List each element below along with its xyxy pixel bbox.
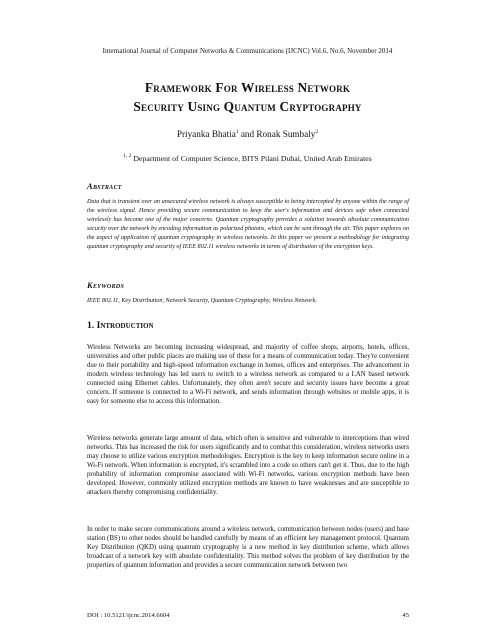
- title-line-1: Framework For Wireless Network: [144, 80, 351, 95]
- introduction-paragraph-1: Wireless Networks are becoming increasing widespread, and majority of coffee shops, airports, hotels, offices, universities and other public places are making use of these for a means of communication today. They're convenient due to their portability and high-speed information exchange in homes, offices and enterprises. The advancement in modern wireless technology has led users to switch to a wireless network as compared to a LAN based network connected using Ethernet cables. Unfortunately, they often aren't secure and security issues have become a great concern. If someone is connected to a Wi-Fi network, and sends information through websites or mobile apps, it is easy for someone else to access this information.: [87, 344, 409, 405]
- paper-title: [0, 78, 495, 116]
- abstract-heading: Abstract: [87, 181, 122, 191]
- author-superscript-2: 2: [315, 129, 319, 135]
- footer-page-number: 45: [402, 612, 409, 619]
- introduction-heading: 1. Introduction: [87, 320, 154, 331]
- affiliation-superscript: 1, 2: [123, 153, 132, 159]
- keywords-heading: Keywords: [87, 280, 125, 290]
- author-list: [0, 129, 495, 139]
- abstract-body: Data that is transient over an unsecured wireless network is always susceptible to being intercepted by anyone within the range of the wireless signal. Hence providing secure communication to keep the user's information and devices safe when connected wirelessly has become one of the major concerns. Quantum cryptography provides a solution towards absolute communication security over the network by encoding information as polarized photons, which can be sent through the air. This paper explores on the aspect of application of quantum cryptography in wireless networks. In this paper we present a methodology for integrating quantum cryptography and security of IEEE 802.11 wireless networks in terms of distribution of the encryption keys.: [87, 199, 409, 251]
- author-name-1: Priyanka Bhatia: [176, 129, 236, 139]
- introduction-paragraph-3: In order to make secure communications around a wireless network, communication between nodes (users) and base station (BS) to other nodes should be handled carefully by means of an efficient key management protocol. Quantum Key Distribution (QKD) using quantum cryptography is a new method in key distribution scheme, which allows broadcast of a network key with absolute confidentiality. This method solves the problem of key distribution by the properties of quantum information and provides a secure communication network between two: [87, 526, 409, 569]
- author-name-2: Ronak Sumbaly: [256, 129, 316, 139]
- author-joiner: and: [238, 129, 257, 139]
- introduction-paragraph-2: Wireless networks generate large amount of data, which often is sensitive and vulnerable to interceptions than wired networks. This has increased the risk for users significantly and to combat this consideration, wireless networks users may choose to utilize various encryption methodologies. Encryption is the key to keep information secure online in a Wi-Fi network. When information is encrypted, it's scrambled into a code so others can't get it. Thus, due to the high probability of information compromise associated with Wi-Fi networks, various encryption methods have been developed. However, commonly utilized encryption methods are known to have weaknesses and are susceptible to attackers thereby compromising confidentiality.: [87, 435, 409, 496]
- affiliation-text: Department of Computer Science, BITS Pilani Dubai, United Arab Emirates: [131, 154, 372, 163]
- author-superscript-1: 1: [235, 129, 239, 135]
- keywords-body: IEEE 802.11, Key Distribution, Network Security, Quantum Cryptography, Wireless Network.: [87, 298, 317, 304]
- footer-doi: DOI : 10.5121/ijcnc.2014.6604: [87, 612, 170, 619]
- journal-header: International Journal of Computer Networks & Communications (IJCNC) Vol.6, No.6, November 2014: [102, 48, 393, 55]
- affiliation: [0, 154, 495, 163]
- title-line-2: Security Using Quantum Cryptography: [133, 99, 362, 114]
